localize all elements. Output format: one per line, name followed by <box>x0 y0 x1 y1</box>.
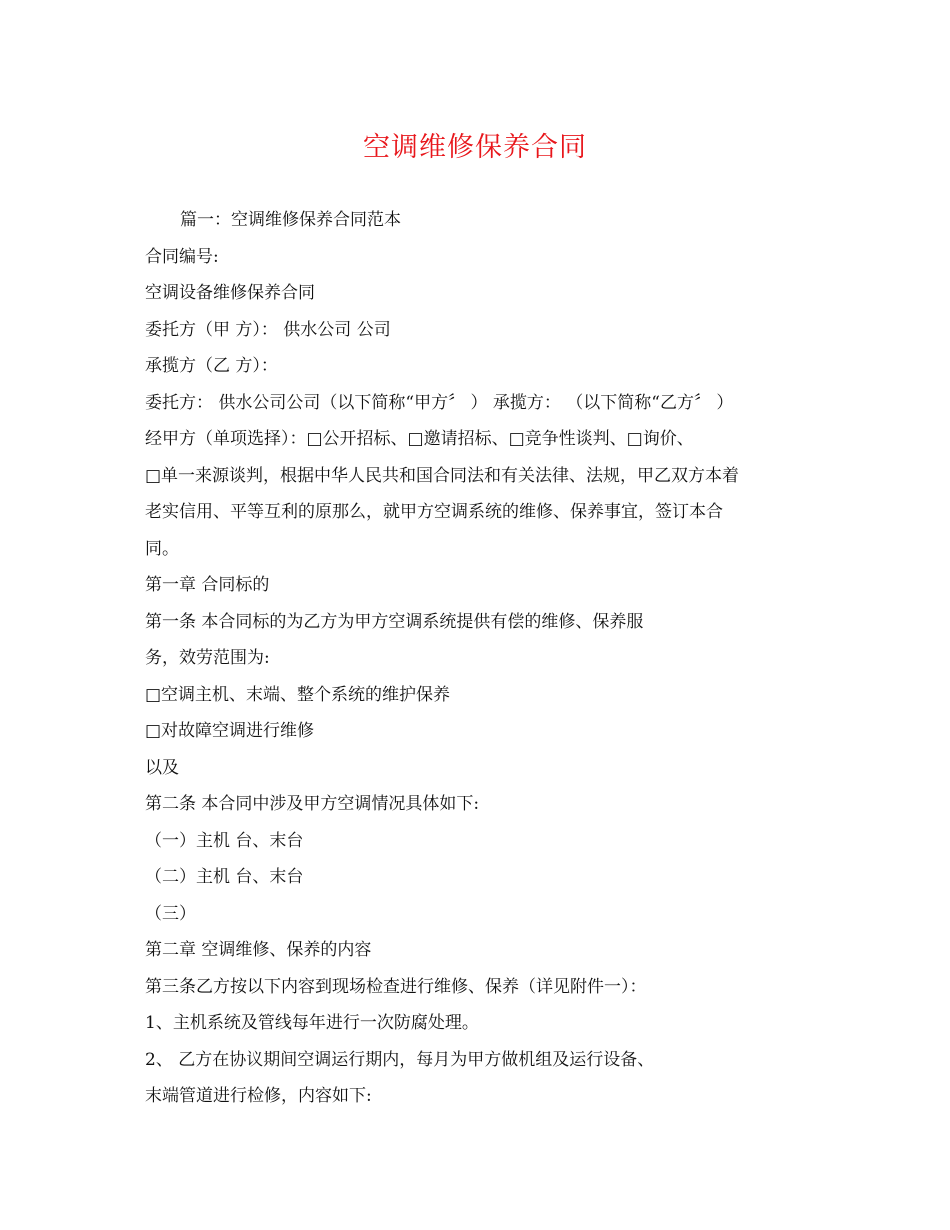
list-item: 1、主机系统及管线每年进行一次防腐处理。 <box>145 1013 479 1033</box>
document-title: 空调维修保养合同 <box>363 132 587 163</box>
party-b: 承揽方（乙 方）： <box>145 356 278 376</box>
list-item: （三） <box>145 903 196 924</box>
article-line: 第一条 本合同标的为乙方为甲方空调系统提供有偿的维修、保养服 <box>145 611 644 632</box>
section-heading: 篇一：空调维修保养合同范本 <box>180 210 401 230</box>
contract-number: 合同编号: <box>145 246 219 267</box>
checkbox-option-line: □空调主机、末端、整个系统的维护保养 <box>145 684 451 705</box>
list-item: （一）主机 台、末台 <box>145 830 304 851</box>
chapter-heading: 第一章 合同标的 <box>145 575 270 595</box>
list-item: （二）主机 台、末台 <box>145 867 304 887</box>
chapter-heading: 第二章 空调维修、保养的内容 <box>145 940 372 960</box>
body-paragraph-line: 末端管道进行检修，内容如下: <box>145 1086 372 1106</box>
article-line: 务，效劳范围为: <box>145 648 270 668</box>
body-paragraph-line: 老实信用、平等互利的原那么，就甲方空调系统的维修、保养事宜，签订本合 <box>145 502 723 522</box>
document-body <box>145 202 825 1115</box>
body-paragraph-line: 以及 <box>145 757 179 778</box>
parties-abbrev: 委托方： 供水公司公司（以下简称“甲方〞 ） 承揽方： （以下简称“乙方〞 ） <box>145 392 734 413</box>
checkbox-option-line: □对故障空调进行维修 <box>145 721 315 741</box>
body-paragraph-line: 同。 <box>145 538 179 559</box>
body-paragraph-line: 经甲方（单项选择）：□公开招标、□邀请招标、□竞争性谈判、□询价、 <box>145 429 694 449</box>
party-a: 委托方（甲 方）： 供水公司 公司 <box>145 319 391 340</box>
contract-name: 空调设备维修保养合同 <box>145 283 315 303</box>
article-line: 第二条 本合同中涉及甲方空调情况具体如下: <box>145 794 480 814</box>
article-line: 第三条乙方按以下内容到现场检查进行维修、保养（详见附件一）： <box>145 976 647 997</box>
list-item: 2、 乙方在协议期间空调运行期内，每月为甲方做机组及运行设备、 <box>145 1049 655 1070</box>
body-paragraph-line: □单一来源谈判，根据中华人民共和国合同法和有关法律、法规，甲乙双方本着 <box>145 465 740 486</box>
